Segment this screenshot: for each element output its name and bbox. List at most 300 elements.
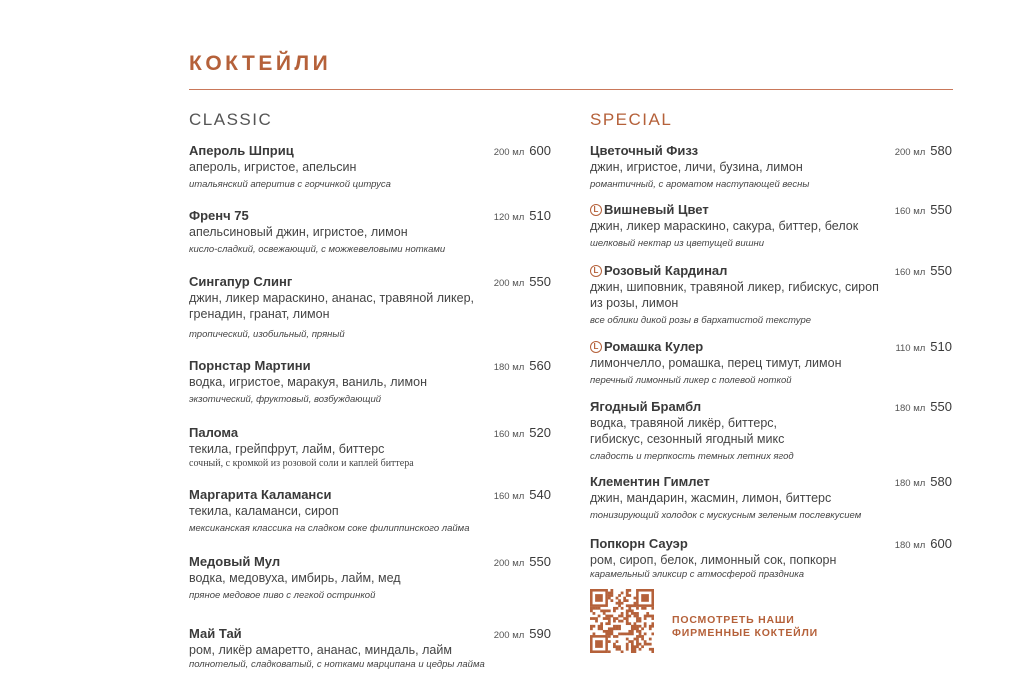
item-name: Цветочный Физз: [590, 143, 699, 158]
item-name: Ромашка Кулер: [604, 339, 704, 354]
item-ingredients: водка, травяной ликёр, биттерс, гибискус, сезонный ягодный микс: [590, 416, 785, 446]
qr-module: [605, 615, 608, 618]
qr-module: [600, 627, 603, 630]
qr-module: [603, 630, 606, 633]
qr-module: [639, 617, 642, 620]
menu-item: [590, 536, 952, 581]
qr-module: [631, 604, 634, 607]
qr-module: [621, 592, 624, 595]
qr-module: [628, 604, 631, 607]
item-price: 550: [930, 202, 952, 217]
qr-module: [641, 627, 644, 630]
qr-module: [626, 594, 629, 597]
qr-module: [613, 607, 616, 610]
item-ingredients: джин, ликер мараскино, ананас, травяной ликер, гренадин, гранат, лимон: [189, 291, 475, 321]
item-price: 550: [930, 263, 952, 278]
item-volume: 180 мл: [894, 403, 926, 414]
qr-module: [613, 620, 616, 623]
item-name: Апероль Шприц: [189, 143, 294, 158]
item-volume: 180 мл: [894, 478, 926, 489]
qr-module: [616, 640, 619, 643]
qr-module: [636, 635, 639, 638]
item-name: Маргарита Каламанси: [189, 487, 332, 502]
item-name: Вишневый Цвет: [604, 202, 709, 217]
qr-module: [618, 627, 621, 630]
item-price: 560: [529, 358, 551, 373]
qr-module: [605, 609, 608, 612]
qr-module: [608, 640, 611, 643]
qr-module: [623, 599, 626, 602]
qr-module: [600, 625, 603, 628]
item-ingredients: ром, ликёр амаретто, ананас, миндаль, лайм: [189, 643, 452, 657]
qr-module: [634, 650, 637, 653]
qr-module: [590, 625, 593, 628]
qr-module: [616, 597, 619, 600]
qr-module: [641, 635, 644, 638]
qr-module: [641, 645, 644, 648]
qr-module: [623, 633, 626, 636]
qr-module: [649, 643, 652, 646]
qr-module: [644, 617, 647, 620]
qr-module: [651, 625, 654, 628]
qr-module: [616, 645, 619, 648]
local-mark-icon: L: [590, 204, 602, 216]
qr-module: [651, 622, 654, 625]
item-volume: 200 мл: [493, 278, 525, 289]
qr-module: [626, 633, 629, 636]
qr-module: [644, 640, 647, 643]
qr-module: [608, 633, 611, 636]
qr-module: [590, 607, 593, 610]
qr-module: [626, 612, 629, 615]
qr-module: [610, 630, 613, 633]
qr-module: [636, 617, 639, 620]
qr-module: [646, 643, 649, 646]
qr-module: [600, 609, 603, 612]
qr-module: [613, 627, 616, 630]
qr-module: [649, 625, 652, 628]
qr-module: [623, 617, 626, 620]
qr-module: [631, 640, 634, 643]
special-column: [590, 110, 952, 580]
item-description: шелковый нектар из цветущей вишни: [590, 238, 765, 249]
qr-module: [651, 617, 654, 620]
menu-item: [590, 399, 952, 463]
item-description: романтичный, с ароматом наступающей весны: [590, 179, 810, 190]
menu-item: [189, 274, 551, 341]
qr-module: [595, 620, 598, 623]
page-title: КОКТЕЙЛИ: [189, 52, 332, 75]
qr-module: [651, 615, 654, 618]
qr-module: [636, 620, 639, 623]
item-ingredients: водка, медовуха, имбирь, лайм, мед: [189, 571, 401, 585]
item-ingredients: лимончелло, ромашка, перец тимут, лимон: [590, 356, 842, 370]
item-ingredients: апероль, игристое, апельсин: [189, 160, 357, 174]
qr-module: [626, 615, 629, 618]
item-description: кисло-сладкий, освежающий, с можжевеловыми нотками: [189, 244, 446, 255]
qr-module: [634, 625, 637, 628]
qr-module: [605, 617, 608, 620]
menu-item: [590, 263, 952, 327]
qr-module: [634, 645, 637, 648]
qr-module: [626, 589, 629, 592]
qr-module: [590, 609, 593, 612]
qr-module: [651, 648, 654, 651]
qr-module: [600, 622, 603, 625]
qr-module: [626, 620, 629, 623]
item-description: итальянский аперитив с горчинкой цитруса: [189, 179, 391, 190]
menu-item: [189, 554, 551, 602]
qr-module: [649, 648, 652, 651]
qr-module: [608, 627, 611, 630]
qr-module: [628, 589, 631, 592]
item-price: 580: [930, 143, 952, 158]
item-description: карамельный эликсир с атмосферой праздника: [590, 569, 805, 580]
menu-item: [590, 339, 952, 387]
qr-module: [644, 622, 647, 625]
qr-module: [628, 615, 631, 618]
local-mark-icon: L: [590, 341, 602, 353]
qr-module: [621, 602, 624, 605]
item-ingredients: джин, мандарин, жасмин, лимон, биттерс: [590, 491, 832, 505]
qr-module: [631, 625, 634, 628]
qr-module: [634, 604, 637, 607]
item-description: сочный, с кромкой из розовой соли и каплей биттера: [189, 458, 414, 469]
item-price: 520: [529, 425, 551, 440]
qr-module: [631, 650, 634, 653]
qr-module: [605, 630, 608, 633]
qr-module: [626, 645, 629, 648]
qr-module: [613, 645, 616, 648]
item-description: сладость и терпкость темных летних ягод: [590, 451, 794, 462]
qr-module: [610, 594, 613, 597]
qr-module: [616, 627, 619, 630]
qr-module: [644, 633, 647, 636]
qr-module: [649, 615, 652, 618]
qr-module: [651, 650, 654, 653]
qr-module: [608, 594, 611, 597]
qr-module: [639, 643, 642, 646]
qr-module: [644, 607, 647, 610]
qr-module: [616, 602, 619, 605]
qr-module: [598, 627, 601, 630]
qr-module: [646, 612, 649, 615]
item-name: Френч 75: [189, 208, 249, 223]
qr-module: [628, 609, 631, 612]
qr-module: [649, 627, 652, 630]
qr-module: [636, 630, 639, 633]
qr-module: [613, 609, 616, 612]
qr-module: [636, 643, 639, 646]
item-volume: 200 мл: [894, 147, 926, 158]
section-title-special: SPECIAL: [590, 110, 673, 129]
qr-module: [595, 594, 603, 602]
qr-module: [639, 633, 642, 636]
qr-module: [616, 617, 619, 620]
menu-item: [189, 143, 551, 191]
title-divider: [189, 89, 953, 90]
qr-module: [610, 589, 613, 592]
qr-module: [621, 620, 624, 623]
qr-module: [639, 635, 642, 638]
qr-module: [631, 630, 634, 633]
qr-module: [631, 645, 634, 648]
classic-column: [189, 110, 551, 670]
item-name: Палома: [189, 425, 239, 440]
item-name: Ягодный Брамбл: [590, 399, 702, 414]
qr-module: [626, 609, 629, 612]
qr-module: [634, 622, 637, 625]
qr-module: [628, 630, 631, 633]
qr-module: [616, 607, 619, 610]
qr-module: [605, 633, 608, 636]
qr-module: [626, 604, 629, 607]
qr-module: [628, 607, 631, 610]
item-volume: 120 мл: [493, 212, 525, 223]
qr-module: [610, 627, 613, 630]
qr-module: [618, 602, 621, 605]
qr-module: [644, 625, 647, 628]
item-description: все облики дикой розы в бархатистой текстуре: [590, 315, 812, 326]
qr-module: [621, 650, 624, 653]
qr-module: [603, 612, 606, 615]
menu-item: [590, 474, 952, 522]
qr-module: [608, 650, 611, 653]
qr-module: [595, 607, 598, 610]
qr-module: [634, 648, 637, 651]
item-name: Розовый Кардинал: [604, 263, 728, 278]
item-name: Медовый Мул: [189, 554, 281, 569]
qr-label: ПОСМОТРЕТЬ НАШИ ФИРМЕННЫЕ КОКТЕЙЛИ: [672, 614, 819, 639]
qr-module: [639, 648, 642, 651]
section-title-classic: CLASSIC: [189, 110, 273, 129]
item-ingredients: джин, игристое, личи, бузина, лимон: [590, 160, 803, 174]
qr-module: [598, 625, 601, 628]
qr-module: [613, 643, 616, 646]
item-price: 600: [529, 143, 551, 158]
item-volume: 200 мл: [493, 630, 525, 641]
qr-module: [618, 604, 621, 607]
qr-module: [610, 633, 613, 636]
menu-item: [189, 358, 551, 406]
qr-module: [628, 640, 631, 643]
menu-item: [189, 626, 551, 671]
qr-module: [605, 622, 608, 625]
item-ingredients: текила, грейпфрут, лайм, биттерс: [189, 442, 385, 456]
qr-module: [634, 638, 637, 641]
qr-module: [608, 630, 611, 633]
menu-item: [189, 487, 551, 535]
item-price: 580: [930, 474, 952, 489]
qr-code[interactable]: [590, 589, 654, 653]
qr-code-icon: [590, 589, 654, 653]
qr-module: [631, 648, 634, 651]
qr-module: [639, 620, 642, 623]
qr-module: [618, 599, 621, 602]
qr-module: [593, 633, 596, 636]
qr-module: [626, 648, 629, 651]
qr-module: [610, 615, 613, 618]
qr-module: [631, 633, 634, 636]
qr-module: [593, 607, 596, 610]
item-ingredients: ром, сироп, белок, лимонный сок, попкорн: [590, 553, 837, 567]
qr-module: [636, 615, 639, 618]
qr-module: [595, 617, 598, 620]
qr-module: [593, 612, 596, 615]
menu-item: [590, 202, 952, 250]
qr-module: [626, 643, 629, 646]
qr-module: [595, 640, 603, 648]
qr-module: [618, 594, 621, 597]
qr-module: [616, 625, 619, 628]
qr-module: [621, 607, 624, 610]
qr-module: [649, 638, 652, 641]
qr-module: [636, 645, 639, 648]
item-volume: 180 мл: [894, 540, 926, 551]
item-volume: 200 мл: [493, 147, 525, 158]
qr-module: [618, 615, 621, 618]
item-name: Клементин Гимлет: [590, 474, 710, 489]
item-description: тропический, изобильный, пряный: [189, 329, 345, 340]
item-price: 550: [930, 399, 952, 414]
item-price: 600: [930, 536, 952, 551]
item-ingredients: апельсиновый джин, игристое, лимон: [189, 225, 408, 239]
qr-module: [593, 617, 596, 620]
qr-module: [618, 645, 621, 648]
item-volume: 200 мл: [493, 558, 525, 569]
qr-module: [610, 599, 613, 602]
qr-module: [603, 617, 606, 620]
qr-module: [623, 597, 626, 600]
item-description: тонизирующий холодок с мускусным зеленым послевкусием: [590, 510, 862, 521]
qr-module: [636, 627, 639, 630]
menu-item: [189, 208, 551, 256]
qr-module: [608, 597, 611, 600]
qr-module: [626, 592, 629, 595]
qr-module: [639, 630, 642, 633]
qr-module: [608, 615, 611, 618]
qr-module: [608, 617, 611, 620]
item-price: 550: [529, 554, 551, 569]
qr-module: [634, 612, 637, 615]
item-volume: 160 мл: [493, 491, 525, 502]
qr-module: [626, 617, 629, 620]
qr-module: [628, 622, 631, 625]
qr-module: [636, 640, 639, 643]
qr-module: [634, 615, 637, 618]
qr-module: [634, 597, 637, 600]
qr-module: [593, 625, 596, 628]
qr-module: [608, 609, 611, 612]
item-price: 590: [529, 626, 551, 641]
qr-module: [616, 635, 619, 638]
qr-module: [634, 627, 637, 630]
qr-module: [608, 622, 611, 625]
item-description: полнотелый, сладковатый, с нотками марципана и цедры лайма: [189, 659, 485, 670]
item-volume: 160 мл: [894, 206, 926, 217]
item-volume: 180 мл: [493, 362, 525, 373]
item-name: Порнстар Мартини: [189, 358, 311, 373]
qr-module: [628, 633, 631, 636]
item-name: Попкорн Сауэр: [590, 536, 688, 551]
qr-module: [621, 612, 624, 615]
qr-module: [641, 607, 644, 610]
qr-module: [613, 617, 616, 620]
qr-module: [636, 607, 639, 610]
item-name: Май Тай: [189, 626, 242, 641]
qr-module: [608, 592, 611, 595]
qr-module: [651, 633, 654, 636]
qr-module: [631, 643, 634, 646]
qr-module: [626, 599, 629, 602]
qr-module: [618, 648, 621, 651]
item-description: экзотический, фруктовый, возбуждающий: [189, 394, 382, 405]
qr-module: [610, 592, 613, 595]
item-ingredients: джин, шиповник, травяной ликер, гибискус, сироп из розы, лимон: [590, 280, 879, 310]
item-description: пряное медовое пиво с легкой остринкой: [189, 590, 376, 601]
qr-module: [644, 643, 647, 646]
qr-module: [641, 594, 649, 602]
qr-module: [636, 638, 639, 641]
qr-module: [636, 625, 639, 628]
qr-module: [616, 648, 619, 651]
qr-module: [608, 635, 611, 638]
local-mark-icon: L: [590, 265, 602, 277]
item-volume: 110 мл: [895, 343, 926, 354]
qr-module: [621, 633, 624, 636]
qr-module: [644, 615, 647, 618]
qr-module: [631, 609, 634, 612]
item-price: 510: [930, 339, 952, 354]
qr-module: [590, 617, 593, 620]
item-volume: 160 мл: [493, 429, 525, 440]
qr-module: [603, 609, 606, 612]
qr-module: [636, 612, 639, 615]
qr-module: [639, 625, 642, 628]
qr-module: [598, 615, 601, 618]
qr-module: [618, 633, 621, 636]
qr-module: [628, 594, 631, 597]
item-description: мексиканская классика на сладком соке филиппинского лайма: [189, 523, 470, 534]
qr-module: [631, 612, 634, 615]
qr-module: [618, 620, 621, 623]
item-volume: 160 мл: [894, 267, 926, 278]
item-ingredients: джин, ликер мараскино, сакура, биттер, белок: [590, 219, 859, 233]
item-price: 550: [529, 274, 551, 289]
qr-module: [621, 615, 624, 618]
qr-module: [618, 625, 621, 628]
qr-module: [608, 620, 611, 623]
item-name: Сингапур Слинг: [189, 274, 293, 289]
qr-module: [646, 615, 649, 618]
qr-module: [626, 622, 629, 625]
item-ingredients: водка, игристое, маракуя, ваниль, лимон: [189, 375, 427, 389]
qr-module: [598, 607, 601, 610]
qr-module: [651, 607, 654, 610]
qr-module: [626, 638, 629, 641]
item-price: 540: [529, 487, 551, 502]
qr-module: [631, 627, 634, 630]
menu-item: [590, 143, 952, 191]
item-description: перечный лимонный ликер с полевой ноткой: [590, 375, 792, 386]
qr-module: [641, 638, 644, 641]
qr-module: [634, 602, 637, 605]
menu-item: [189, 425, 551, 470]
qr-module: [613, 625, 616, 628]
item-price: 510: [529, 208, 551, 223]
qr-module: [613, 635, 616, 638]
item-ingredients: текила, каламанси, сироп: [189, 504, 339, 518]
